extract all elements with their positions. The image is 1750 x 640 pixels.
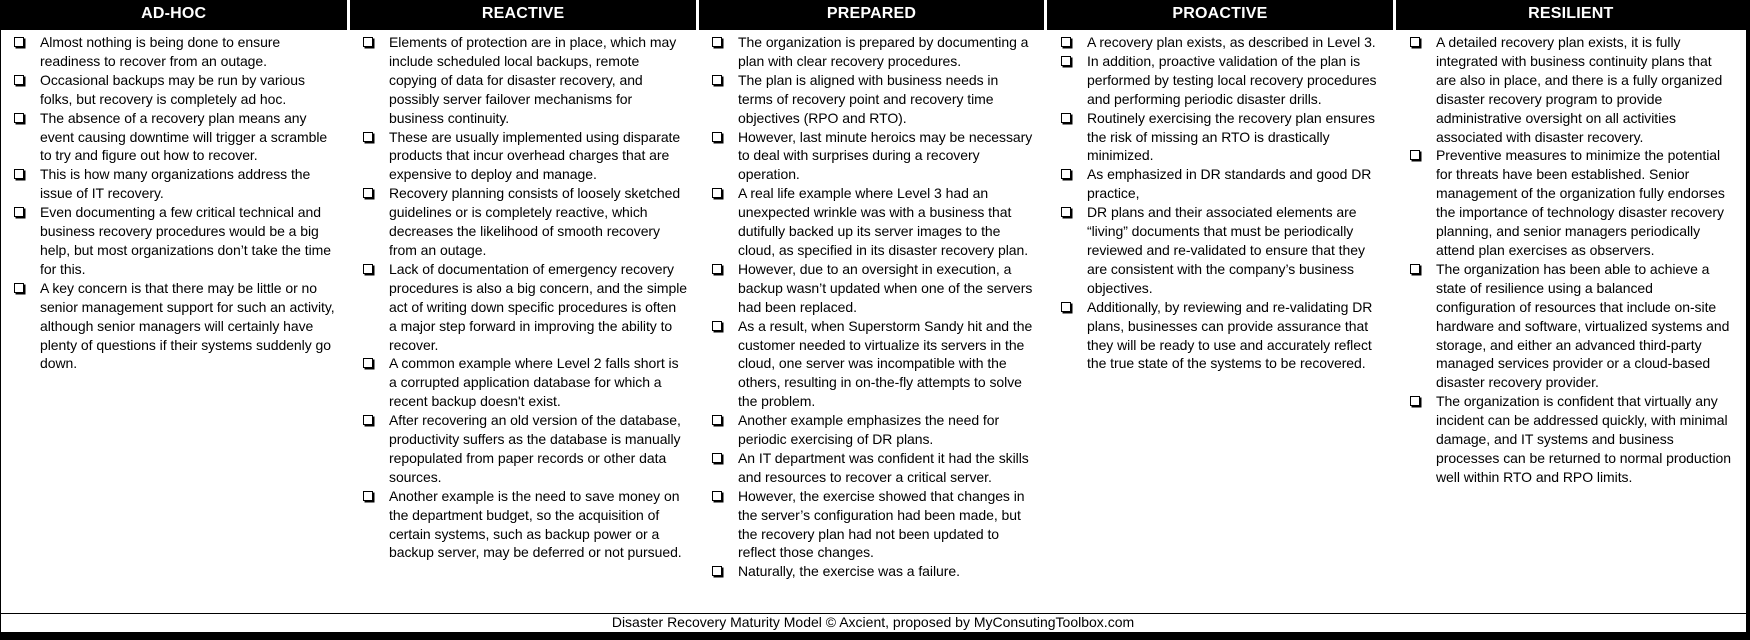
list-item [711, 184, 1036, 260]
list-item [362, 354, 687, 411]
list-item [1060, 165, 1385, 203]
checkbox-square-icon [1061, 169, 1071, 179]
header-proactive: PROACTIVE [1047, 0, 1392, 30]
checkbox-square-icon [712, 132, 722, 142]
list-item-text: In addition, proactive validation of the plan is performed by testing local recovery procedures and performing periodic disaster drills. [1087, 52, 1377, 107]
list-item [362, 33, 687, 128]
checkbox-square-icon [712, 321, 722, 331]
list-item [711, 33, 1036, 71]
list-item-text: The plan is aligned with business needs in terms of recovery point and recovery time objectives (RPO and RTO). [738, 71, 999, 126]
checkbox-square-icon [712, 264, 722, 274]
column-ad-hoc [1, 30, 350, 612]
list-item-text: Routinely exercising the recovery plan ensures the risk of missing an RTO is drastically minimized. [1087, 109, 1375, 164]
list-item-text: An IT department was confident it had the skills and resources to recover a critical server. [738, 449, 1029, 485]
list-item [711, 128, 1036, 185]
column-resilient [1397, 30, 1746, 612]
list-item-text: A recovery plan exists, as described in Level 3. [1087, 34, 1376, 50]
checkbox-square-icon [363, 358, 373, 368]
list-item-text: These are usually implemented using disparate products that incur overhead charges that are expensive to deploy and manage. [389, 128, 681, 183]
bullet-list [1409, 33, 1734, 487]
checkbox-square-icon [712, 75, 722, 85]
list-item [362, 487, 687, 563]
list-item-text: The organization has been able to achieve a state of resilience using a balanced configuration of resources that include on-site hardware and software, virtualized systems and storage, and either an advanced third-party managed services provider or a cloud-based disaster recovery provider. [1436, 260, 1730, 391]
list-item-text: Preventive measures to minimize the potential for threats have been established. Senior management of the organization fully endorses the importance of technology disaster recovery planning, and senior managers periodically attend plan exercises as observers. [1436, 147, 1725, 258]
list-item-text: A detailed recovery plan exists, it is fully integrated with business continuity plans that are also in place, and there is a fully organized disaster recovery program to provide administrative oversight on all activities associated with disaster recovery. [1436, 34, 1723, 145]
list-item [711, 562, 1036, 581]
checkbox-square-icon [712, 453, 722, 463]
list-item [13, 71, 338, 109]
columns-body [1, 30, 1746, 612]
list-item-text: After recovering an old version of the database, productivity suffers as the database is manually repopulated from paper records or other data sources. [389, 412, 681, 485]
list-item-text: A common example where Level 2 falls short is a corrupted application database for which a recent backup doesn't exist. [389, 355, 679, 410]
column-proactive [1048, 30, 1397, 612]
checkbox-square-icon [14, 169, 24, 179]
footer-caption: Disaster Recovery Maturity Model © Axcient, proposed by MyConsutingToolbox.com [611, 614, 1135, 630]
list-item [362, 184, 687, 260]
checkbox-square-icon [1061, 302, 1071, 312]
checkbox-square-icon [712, 491, 722, 501]
checkbox-square-icon [1410, 264, 1420, 274]
checkbox-square-icon [712, 566, 722, 576]
list-item [362, 128, 687, 185]
checkbox-square-icon [14, 75, 24, 85]
list-item [1060, 109, 1385, 166]
list-item [711, 317, 1036, 412]
bullet-list [1060, 33, 1385, 373]
checkbox-square-icon [363, 491, 373, 501]
list-item-text: Naturally, the exercise was a failure. [738, 563, 960, 580]
checkbox-square-icon [14, 113, 24, 123]
list-item-text: Recovery planning consists of loosely sketched guidelines or is completely reactive, which decreases the likelihood of smooth recovery from an outage. [389, 185, 681, 258]
list-item [711, 487, 1036, 563]
list-item-text: Additionally, by reviewing and re-validating DR plans, businesses can provide assurance that they will be ready to use and accurately reflect the true state of the systems to be recovered. [1087, 298, 1373, 372]
checkbox-square-icon [1061, 56, 1071, 66]
frame-bottom-border [0, 632, 1750, 640]
checkbox-square-icon [14, 283, 24, 293]
list-item [362, 260, 687, 355]
list-item [1060, 203, 1385, 298]
list-item-text: Another example emphasizes the need for periodic exercising of DR plans. [738, 412, 1000, 448]
list-item-text: However, the exercise showed that changes in the server’s configuration had been made, but the recovery plan had not been updated to reflect those changes. [738, 487, 1025, 561]
column-reactive [350, 30, 699, 612]
list-item [1409, 392, 1734, 487]
list-item [1409, 146, 1734, 259]
list-item [711, 260, 1036, 317]
list-item-text: The organization is confident that virtually any incident can be addressed quickly, with minimal damage, and IT systems and business processes can be returned to normal production well within RTO and RPO limits. [1436, 393, 1731, 485]
list-item-text: Another example is the need to save money on the department budget, so the acquisition of certain systems, such as backup power or a backup server, may be deferred or not pursued. [389, 487, 682, 561]
frame-right-border [1746, 0, 1750, 640]
checkbox-square-icon [363, 415, 373, 425]
header-row [0, 0, 1746, 30]
checkbox-square-icon [1410, 150, 1420, 160]
bullet-list [13, 33, 338, 373]
checkbox-square-icon [712, 415, 722, 425]
bullet-list [362, 33, 687, 562]
header-resilient: RESILIENT [1396, 0, 1746, 30]
header-ad-hoc: AD-HOC [0, 0, 347, 30]
checkbox-square-icon [712, 188, 722, 198]
list-item-text: This is how many organizations address the issue of IT recovery. [40, 166, 311, 202]
list-item [13, 109, 338, 166]
checkbox-square-icon [14, 207, 24, 217]
header-reactive: REACTIVE [350, 0, 695, 30]
checkbox-square-icon [1061, 113, 1071, 123]
list-item [1060, 298, 1385, 374]
checkbox-square-icon [1410, 37, 1420, 47]
list-item-text: As emphasized in DR standards and good DR practice, [1087, 166, 1372, 202]
list-item-text: The organization is prepared by documenting a plan with clear recovery procedures. [738, 34, 1029, 69]
list-item [13, 165, 338, 203]
list-item [711, 71, 1036, 128]
checkbox-square-icon [1410, 396, 1420, 406]
checkbox-square-icon [1061, 37, 1071, 47]
checkbox-square-icon [14, 37, 24, 47]
list-item-text: DR plans and their associated elements are “living” documents that must be periodically reviewed and re-validated to ensure that they are consistent with the company’s business objectives. [1087, 204, 1365, 296]
checkbox-square-icon [712, 37, 722, 47]
list-item-text: A key concern is that there may be little or no senior management support for such an activity, although senior managers will certainly have plenty of questions if their systems suddenly go down. [40, 279, 335, 372]
list-item-text: Elements of protection are in place, which may include scheduled local backups, remote copying of data for disaster recovery, and possibly server failover mechanisms for business continuity. [389, 34, 677, 126]
list-item [1409, 260, 1734, 392]
checkbox-square-icon [1061, 207, 1071, 217]
list-item [13, 279, 338, 374]
header-prepared: PREPARED [699, 0, 1044, 30]
checkbox-square-icon [363, 132, 373, 142]
list-item-text: Almost nothing is being done to ensure readiness to recover from an outage. [40, 34, 281, 69]
list-item [1060, 33, 1385, 52]
list-item [711, 411, 1036, 449]
list-item-text: Occasional backups may be run by various folks, but recovery is completely ad hoc. [40, 71, 305, 107]
checkbox-square-icon [363, 264, 373, 274]
list-item-text: As a result, when Superstorm Sandy hit and the customer needed to virtualize its servers in the cloud, one server was incompatible with the others, resulting in on-the-fly attempts to solve the problem. [738, 317, 1033, 410]
list-item-text: The absence of a recovery plan means any event causing downtime will trigger a scramble to try and figure out how to recover. [40, 109, 328, 164]
list-item [13, 203, 338, 279]
list-item-text: A real life example where Level 3 had an unexpected wrinkle was with a business that dutifully backed up its server images to the cloud, as specified in its disaster recovery plan. [738, 185, 1029, 258]
list-item [711, 449, 1036, 487]
list-item-text: However, last minute heroics may be necessary to deal with surprises during a recovery operation. [738, 128, 1033, 183]
list-item-text: Lack of documentation of emergency recovery procedures is also a big concern, and the simple act of writing down specific procedures is often a major step forward in improving the ability to recover. [389, 260, 687, 353]
list-item-text: Even documenting a few critical technical and business recovery procedures would be a big help, but most organizations don’t take the time for this. [40, 204, 331, 277]
checkbox-square-icon [363, 37, 373, 47]
bullet-list [711, 33, 1036, 581]
column-prepared [699, 30, 1048, 612]
list-item [1060, 52, 1385, 109]
list-item-text: However, due to an oversight in execution, a backup wasn’t updated when one of the servers had been replaced. [738, 260, 1033, 315]
checkbox-square-icon [363, 188, 373, 198]
list-item [362, 411, 687, 487]
list-item [13, 33, 338, 71]
list-item [1409, 33, 1734, 146]
